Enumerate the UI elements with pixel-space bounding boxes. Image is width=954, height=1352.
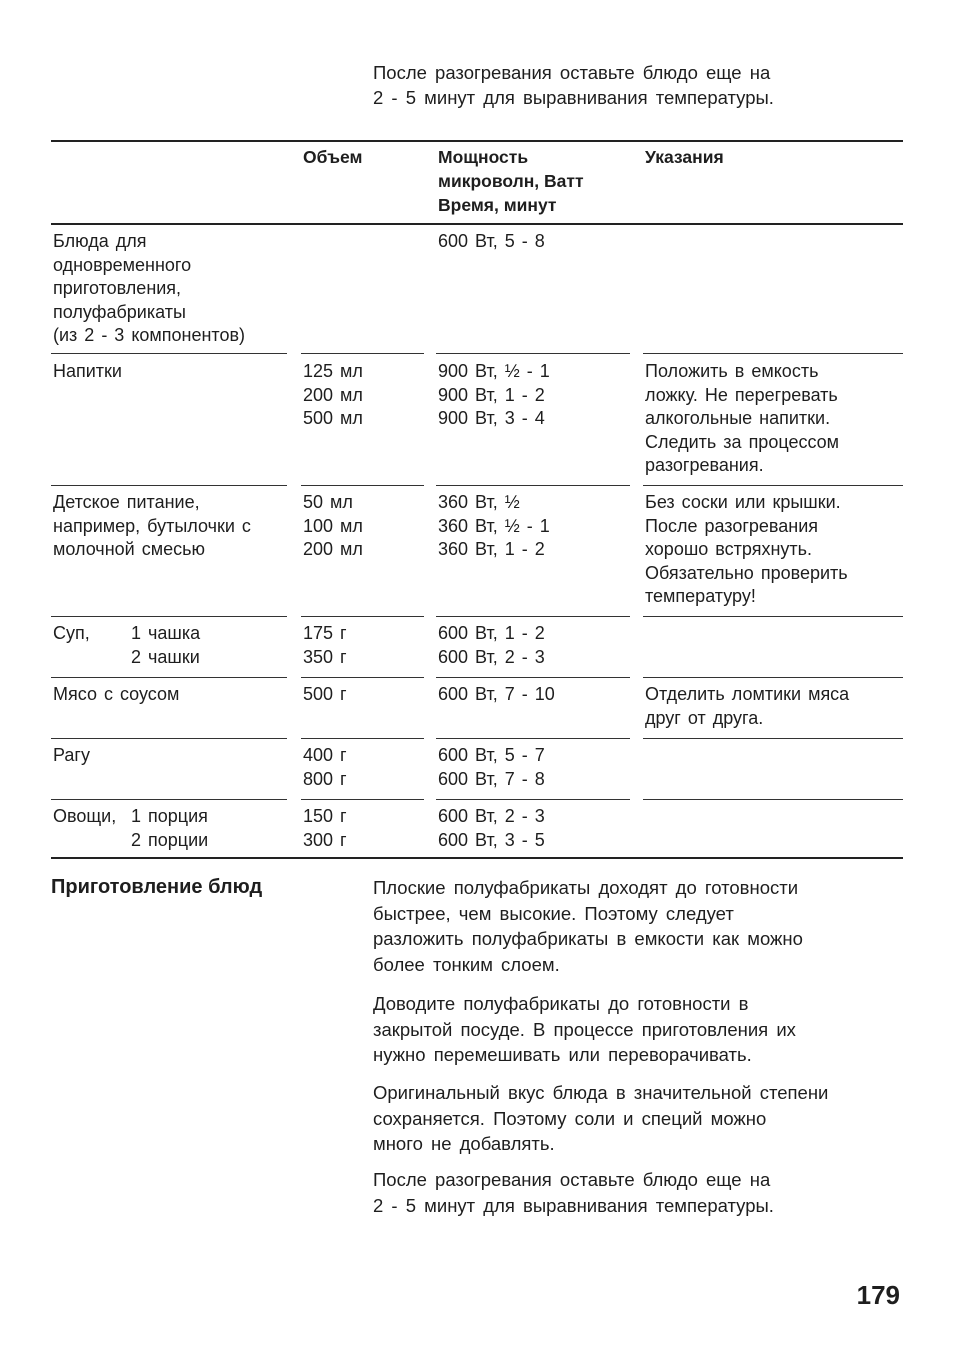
row-separator [643,738,903,739]
power-cell [438,491,628,562]
power-line: 600 Вт, 5 - 7 [438,745,545,765]
paragraph-line: закрытой посуде. В процессе приготовления их [373,1018,796,1040]
row-separator [51,738,287,739]
paragraph-line: После разогревания оставьте блюдо еще на [373,1169,771,1190]
header-power-time [438,145,584,217]
power-cell [438,360,628,431]
power-line: 600 Вт, 7 - 10 [438,684,555,704]
notes-cell [645,491,903,609]
food-line: приготовления, [53,278,182,298]
food-line: например, бутылочки с [53,515,251,536]
food-line: 1 порция [131,806,208,826]
paragraph-line: быстрее, чем высокие. Поэтому следует [373,902,734,924]
row-separator [436,677,630,678]
paragraph [373,991,913,1068]
notes-cell [645,683,903,730]
paragraph [373,1167,913,1218]
power-line: 360 Вт, 1 - 2 [438,539,545,559]
food-line: молочной смесью [53,539,205,559]
power-line: 360 Вт, ½ [438,492,520,512]
food-cell [53,230,287,348]
food-line: Детское питание, [53,492,200,512]
power-line: 600 Вт, 2 - 3 [438,806,545,826]
volume-cell [303,744,423,791]
row-separator [301,353,424,354]
volume-line: 500 мл [303,408,363,428]
row-separator [643,677,903,678]
power-cell [438,805,628,852]
power-cell [438,622,628,669]
row-separator [301,738,424,739]
paragraph-line: много не добавлять. [373,1133,555,1154]
paragraph [373,1080,913,1157]
power-line: 600 Вт, 3 - 5 [438,829,545,850]
header-rule [51,223,903,225]
row-separator [301,616,424,617]
food-portion-cell [131,805,208,852]
paragraph-line: Доводите полуфабрикаты до готовности в [373,993,749,1014]
paragraph-line: нужно перемешивать или переворачивать. [373,1044,752,1065]
row-separator [51,485,287,486]
power-cell [438,230,628,254]
row-separator [51,677,287,678]
volume-cell [303,805,423,852]
power-line: 900 Вт, 3 - 4 [438,408,545,428]
food-line: 2 чашки [131,646,200,667]
volume-line: 200 мл [303,384,363,405]
food-line: полуфабрикаты [53,301,186,322]
notes-line: температуру! [645,586,756,606]
paragraph-line: Оригинальный вкус блюда в значительной степени [373,1082,829,1103]
volume-line: 125 мл [303,361,363,381]
food-cell [53,683,287,707]
volume-line: 50 мл [303,492,353,512]
row-separator [643,799,903,800]
power-cell [438,683,628,707]
food-line: Рагу [53,745,90,765]
section-title: Приготовление блюд [51,876,263,898]
volume-line: 100 мл [303,515,363,536]
food-line: Напитки [53,361,122,381]
volume-line: 800 г [303,768,347,789]
food-portion-cell [131,622,200,669]
food-line: Овощи, [53,806,117,826]
notes-line: Обязательно проверить [645,562,848,583]
paragraph-line: более тонким слоем. [373,953,560,975]
volume-line: 150 г [303,806,347,826]
notes-line: После разогревания [645,515,819,536]
row-separator [436,616,630,617]
volume-line: 350 г [303,646,347,667]
volume-cell [303,622,423,669]
row-separator [51,353,287,354]
notes-line: хорошо встряхнуть. [645,539,813,559]
food-line: Блюда для [53,231,147,251]
power-line: 900 Вт, 1 - 2 [438,384,545,405]
header-line: Время, минут [438,195,557,215]
table-top-rule [51,140,903,142]
food-cell [53,360,287,384]
volume-line: 300 г [303,829,347,850]
food-line: 1 чашка [131,623,201,643]
volume-cell [303,491,423,562]
paragraph-line: 2 - 5 минут для выравнивания температуры. [373,1194,774,1216]
paragraph-line: сохраняется. Поэтому соли и специй можно [373,1107,767,1129]
row-separator [436,353,630,354]
row-separator [436,799,630,800]
intro-line: 2 - 5 минут для выравнивания температуры. [373,87,774,108]
power-line: 600 Вт, 7 - 8 [438,768,545,789]
food-line: Суп, [53,623,90,643]
table-bottom-rule [51,857,903,859]
power-line: 600 Вт, 2 - 3 [438,646,545,667]
row-separator [51,616,287,617]
notes-line: Следить за процессом [645,431,840,452]
notes-line: друг от друга. [645,707,764,728]
row-separator [436,485,630,486]
notes-line: ложку. Не перегревать [645,384,838,405]
header-volume: Объем [303,147,363,167]
row-separator [436,738,630,739]
page-number: 179 [856,1280,900,1310]
volume-line: 200 мл [303,539,363,559]
intro-line: После разогревания оставьте блюдо еще на [373,62,771,83]
volume-cell [303,683,423,707]
notes-line: Отделить ломтики мяса [645,684,850,704]
paragraph-line: Плоские полуфабрикаты доходят до готовности [373,877,799,898]
power-cell [438,744,628,791]
row-separator [51,799,287,800]
paragraph [373,875,913,977]
row-separator [643,353,903,354]
volume-cell [303,360,423,431]
power-line: 600 Вт, 1 - 2 [438,623,545,643]
power-line: 900 Вт, ½ - 1 [438,361,550,381]
power-line: 360 Вт, ½ - 1 [438,515,550,536]
paragraph-line: разложить полуфабрикаты в емкости как можно [373,928,803,949]
notes-line: Положить в емкость [645,361,819,381]
notes-line: разогревания. [645,455,764,475]
volume-line: 400 г [303,745,347,765]
header-notes: Указания [645,147,724,167]
notes-line: алкогольные напитки. [645,408,831,428]
intro-text [373,60,913,110]
notes-cell [645,360,903,478]
food-line: 2 порции [131,829,209,850]
volume-line: 175 г [303,623,347,643]
volume-line: 500 г [303,684,347,704]
food-line: Мясо с соусом [53,684,180,704]
header-line: Мощность [438,147,529,167]
food-line: (из 2 - 3 компонентов) [53,325,246,345]
row-separator [643,616,903,617]
row-separator [301,485,424,486]
row-separator [301,799,424,800]
header-line: микроволн, Ватт [438,171,584,191]
row-separator [643,485,903,486]
power-line: 600 Вт, 5 - 8 [438,231,545,251]
notes-line: Без соски или крышки. [645,492,841,512]
row-separator [301,677,424,678]
food-cell [53,491,287,562]
food-line: одновременного [53,254,192,275]
food-cell [53,744,287,768]
